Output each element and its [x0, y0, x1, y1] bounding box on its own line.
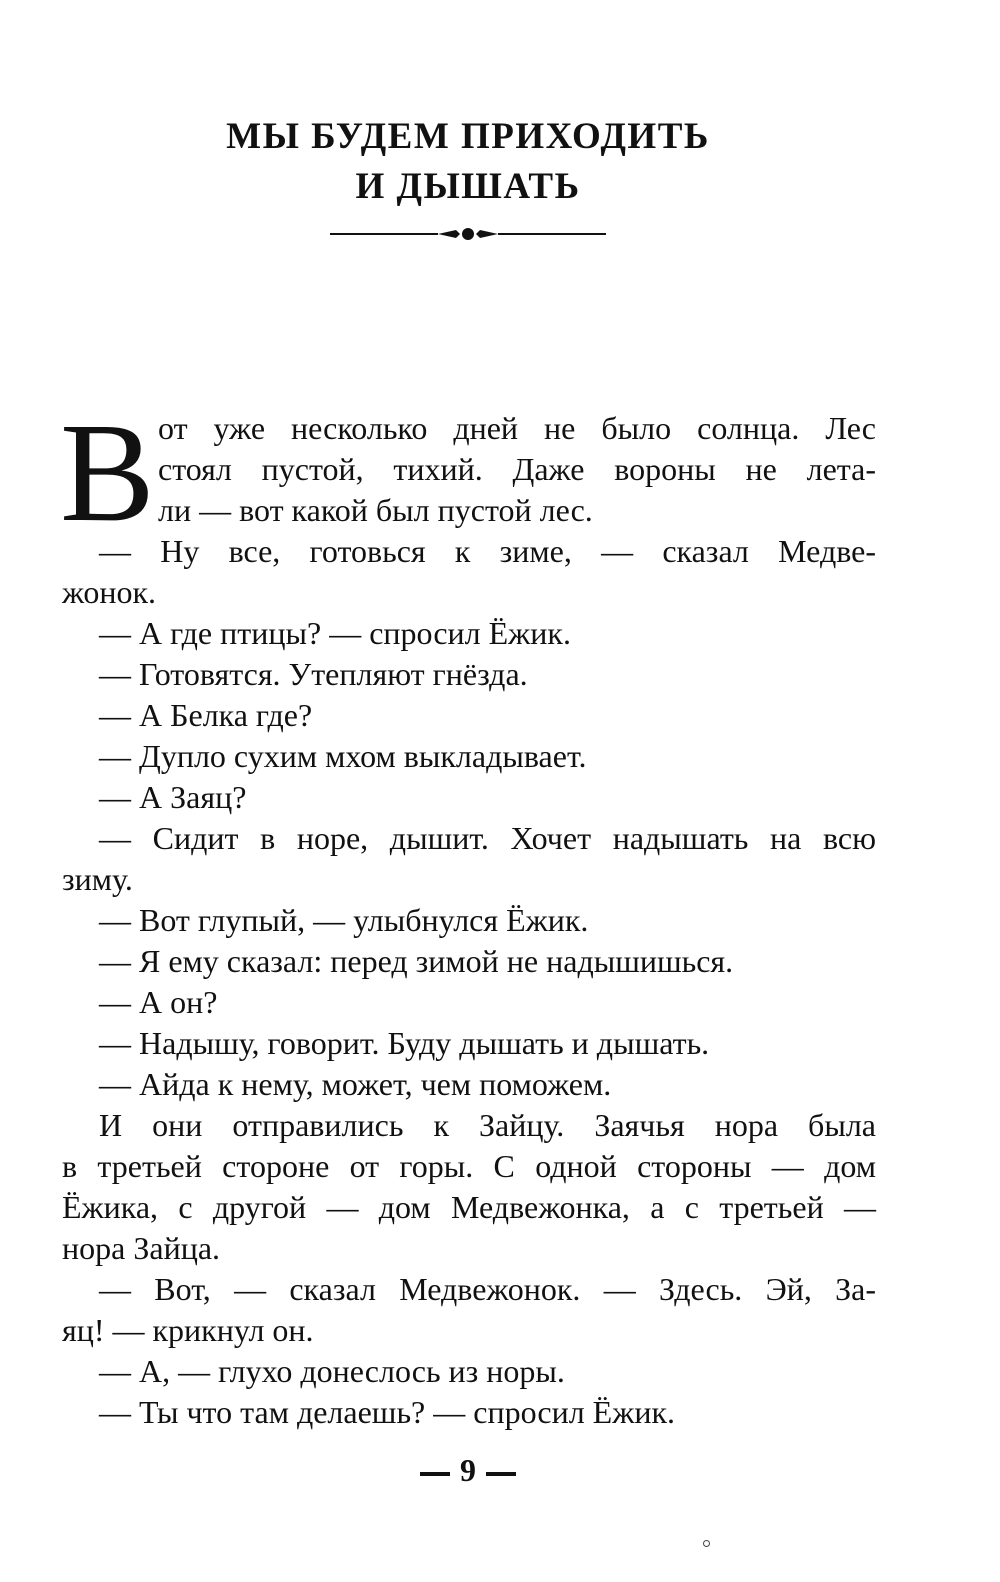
- text-line: — Сидит в норе, дышит. Хочет надышать на всю: [99, 820, 876, 856]
- text-line: — А где птицы? — спросил Ёжик.: [99, 615, 571, 651]
- text-line: — Надышу, говорит. Буду дышать и дышать.: [99, 1025, 710, 1061]
- text-line: — А он?: [99, 984, 218, 1020]
- text-line: — Ну все, готовься к зиме, — сказал Медве-: [99, 533, 876, 569]
- text-line: — Ты что там делаешь? — спросил Ёжик.: [99, 1394, 675, 1430]
- body-text: [60, 393, 876, 1433]
- page-number-dash-right: [486, 1472, 516, 1476]
- text-line: зиму.: [62, 861, 133, 897]
- chapter-title: [0, 112, 936, 212]
- text-line: нора Зайца.: [62, 1230, 221, 1266]
- page-number-dash-left: [420, 1472, 450, 1476]
- text-line: ли — вот какой был пустой лес.: [158, 492, 593, 528]
- print-speck: [703, 1540, 710, 1547]
- text-line: от уже несколько дней не было солнца. Лес: [158, 410, 876, 446]
- text-line: — Вот глупый, — улыбнулся Ёжик.: [99, 902, 589, 938]
- text-line: — Готовятся. Утепляют гнёзда.: [99, 656, 528, 692]
- page-number-value: 9: [460, 1452, 476, 1488]
- page-number: [0, 1452, 936, 1489]
- text-line: — А Белка где?: [99, 697, 313, 733]
- text-line: — А, — глухо донеслось из норы.: [99, 1353, 565, 1389]
- drop-cap: В: [60, 393, 155, 551]
- text-line: стоял пустой, тихий. Даже вороны не лета-: [158, 451, 876, 487]
- text-line: — Я ему сказал: перед зимой не надышишься.: [99, 943, 734, 979]
- text-line: — Дупло сухим мхом выкладывает.: [99, 738, 587, 774]
- divider-ornament-icon: [330, 224, 606, 244]
- chapter-title-line-2: И ДЫШАТЬ: [355, 166, 581, 207]
- text-line: — А Заяц?: [99, 779, 247, 815]
- text-line: — Вот, — сказал Медвежонок. — Здесь. Эй, За-: [99, 1271, 876, 1307]
- text-line: И они отправились к Зайцу. Заячья нора была: [99, 1107, 876, 1143]
- text-line: Ёжика, с другой — дом Медвежонка, а с третьей —: [62, 1189, 876, 1225]
- text-line: жонок.: [62, 574, 156, 610]
- text-line: — Айда к нему, может, чем поможем.: [99, 1066, 612, 1102]
- text-line: яц! — крикнул он.: [62, 1312, 314, 1348]
- text-line: в третьей стороне от горы. С одной стороны — дом: [62, 1148, 876, 1184]
- chapter-title-line-1: МЫ БУДЕМ ПРИХОДИТЬ: [226, 116, 710, 157]
